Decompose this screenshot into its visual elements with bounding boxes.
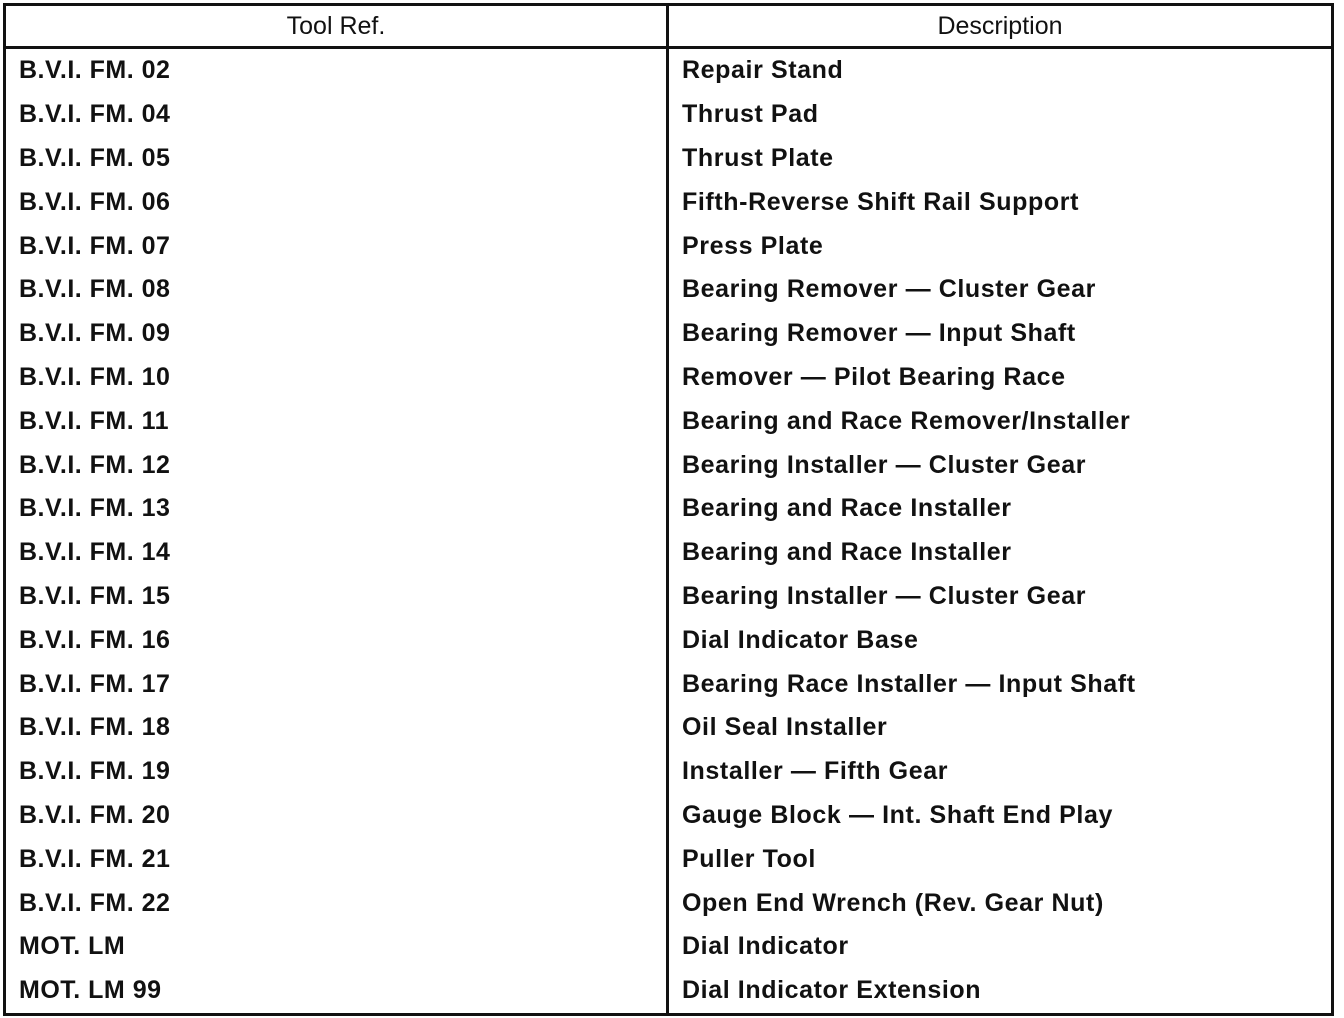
table-row — [5, 706, 1333, 750]
table-row — [5, 443, 1333, 487]
tool-ref-cell: B.V.I. FM. 10 — [5, 356, 668, 400]
table-row — [5, 662, 1333, 706]
description-column-header: Description — [668, 5, 1333, 48]
description-cell: Bearing Installer — Cluster Gear — [682, 450, 1087, 479]
table-row — [5, 312, 1333, 356]
table-row — [5, 618, 1333, 662]
description-cell: Gauge Block — Int. Shaft End Play — [682, 800, 1113, 829]
tool-ref-cell: B.V.I. FM. 05 — [5, 137, 668, 181]
header-row — [5, 5, 1333, 48]
tool-ref-cell: MOT. LM — [5, 925, 668, 969]
table-header — [5, 5, 1333, 48]
description-cell: Fifth-Reverse Shift Rail Support — [682, 187, 1080, 216]
tool-ref-cell: B.V.I. FM. 02 — [5, 48, 668, 93]
tool-ref-cell: B.V.I. FM. 06 — [5, 180, 668, 224]
description-cell: Oil Seal Installer — [682, 713, 888, 742]
tool-ref-cell: B.V.I. FM. 09 — [5, 312, 668, 356]
table-row — [5, 268, 1333, 312]
tool-ref-cell: MOT. LM 99 — [5, 969, 668, 1014]
table-row — [5, 487, 1333, 531]
tool-ref-cell: B.V.I. FM. 16 — [5, 618, 668, 662]
table-row — [5, 399, 1333, 443]
table-row — [5, 881, 1333, 925]
tool-ref-cell: B.V.I. FM. 13 — [5, 487, 668, 531]
description-cell: Press Plate — [682, 231, 824, 260]
description-cell: Bearing and Race Installer — [682, 538, 1012, 567]
description-cell: Bearing Race Installer — Input Shaft — [682, 669, 1136, 698]
table-row — [5, 224, 1333, 268]
table-body — [5, 48, 1333, 1015]
tool-ref-column-header: Tool Ref. — [5, 5, 668, 48]
table-row — [5, 794, 1333, 838]
description-cell: Dial Indicator Base — [682, 625, 919, 654]
tool-reference-table — [3, 3, 1334, 1016]
tool-ref-cell: B.V.I. FM. 08 — [5, 268, 668, 312]
description-cell: Thrust Plate — [682, 143, 834, 172]
description-cell: Bearing and Race Installer — [682, 494, 1012, 523]
tool-ref-cell: B.V.I. FM. 15 — [5, 575, 668, 619]
table-row — [5, 137, 1333, 181]
description-cell: Bearing Remover — Input Shaft — [682, 319, 1076, 348]
tool-ref-cell: B.V.I. FM. 19 — [5, 750, 668, 794]
table-row — [5, 925, 1333, 969]
description-cell: Open End Wrench (Rev. Gear Nut) — [682, 888, 1104, 917]
table-row — [5, 837, 1333, 881]
table-row — [5, 575, 1333, 619]
tool-ref-cell: B.V.I. FM. 12 — [5, 443, 668, 487]
table-row — [5, 180, 1333, 224]
table-row — [5, 93, 1333, 137]
description-cell: Thrust Pad — [682, 100, 819, 129]
table-row — [5, 356, 1333, 400]
description-cell: Remover — Pilot Bearing Race — [682, 362, 1066, 391]
table-row — [5, 48, 1333, 93]
tool-ref-cell: B.V.I. FM. 20 — [5, 794, 668, 838]
table-row — [5, 750, 1333, 794]
table-row — [5, 969, 1333, 1014]
description-cell: Repair Stand — [682, 56, 844, 85]
tool-ref-cell: B.V.I. FM. 11 — [5, 399, 668, 443]
tool-ref-cell: B.V.I. FM. 07 — [5, 224, 668, 268]
description-cell: Dial Indicator — [682, 932, 849, 961]
table-row — [5, 531, 1333, 575]
description-cell: Bearing Remover — Cluster Gear — [682, 275, 1096, 304]
tool-ref-cell: B.V.I. FM. 04 — [5, 93, 668, 137]
description-cell: Dial Indicator Extension — [682, 976, 982, 1005]
description-cell: Installer — Fifth Gear — [682, 757, 949, 786]
tool-ref-cell: B.V.I. FM. 21 — [5, 837, 668, 881]
tool-ref-cell: B.V.I. FM. 14 — [5, 531, 668, 575]
tool-ref-cell: B.V.I. FM. 18 — [5, 706, 668, 750]
description-cell: Puller Tool — [682, 844, 816, 873]
tool-ref-cell: B.V.I. FM. 22 — [5, 881, 668, 925]
tool-ref-cell: B.V.I. FM. 17 — [5, 662, 668, 706]
description-cell: Bearing Installer — Cluster Gear — [682, 581, 1087, 610]
description-cell: Bearing and Race Remover/Installer — [682, 406, 1131, 435]
